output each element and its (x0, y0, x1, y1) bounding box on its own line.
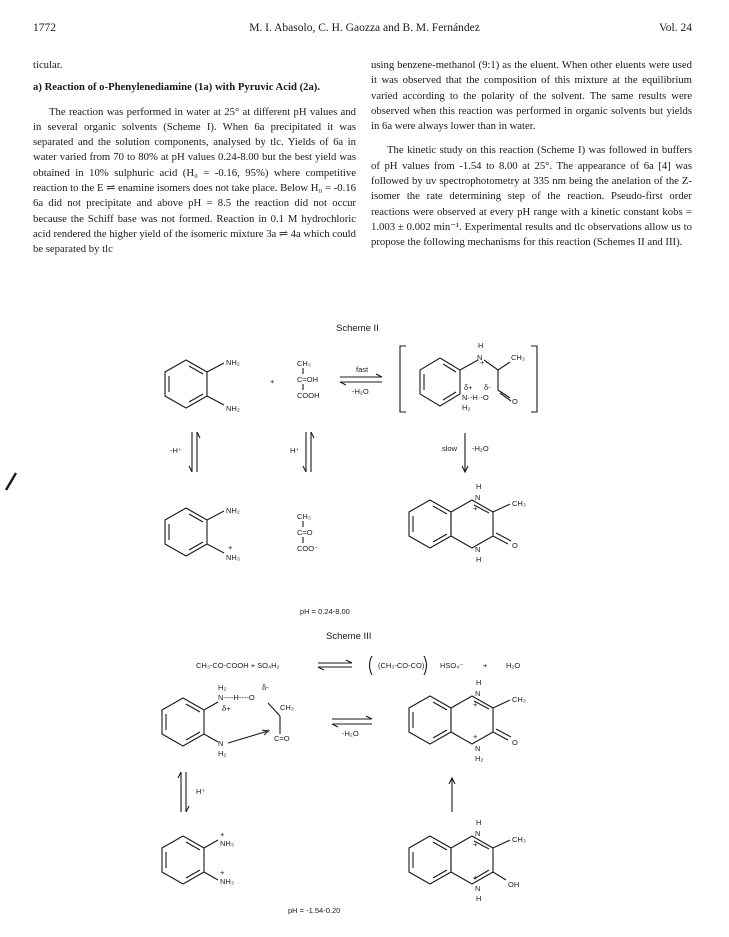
transition-intermediate (400, 341, 537, 412)
plus-charge: + (473, 840, 478, 849)
delta-plus: δ+ (222, 704, 231, 713)
methyl-label: CH₃ (511, 353, 525, 362)
page-number: 1772 (33, 22, 56, 34)
o-label: O (512, 397, 518, 406)
h2-label: H₂ (218, 749, 227, 758)
volume-label: Vol. 24 (658, 22, 692, 34)
scheme-2-title: Scheme II (336, 323, 379, 334)
plus-charge: + (473, 873, 478, 882)
minus-water-label: -H₂O (352, 387, 369, 396)
bisulfate-label: HSO₄⁻ (440, 661, 464, 670)
protonated-diamine-structure (165, 506, 240, 562)
n-label: N (475, 884, 481, 893)
plus-charge: + (480, 358, 485, 367)
diammonium-structure (162, 830, 234, 886)
plus-charge: + (473, 732, 478, 741)
fast-equilibrium-arrow (340, 365, 382, 396)
h-label: H (476, 894, 482, 903)
slow-step-arrow (442, 433, 489, 472)
methyl-label: CH₃ (280, 703, 294, 712)
delta-plus: δ+ (464, 383, 473, 392)
attack-intermediate (162, 683, 294, 758)
o-label: O (512, 738, 518, 747)
acylium-label: (CH₃-CO-CO) (378, 661, 425, 670)
amine-label: NH₂ (226, 358, 240, 367)
plus-charge: + (220, 830, 225, 839)
hydroxyquinoxalinium-structure (409, 818, 526, 903)
plus-charge: + (266, 726, 271, 735)
running-authors: M. I. Abasolo, C. H. Gaozza and B. M. Fernández (249, 22, 480, 34)
n-label: N (218, 739, 224, 748)
h-label: H (476, 482, 482, 491)
n-label: N (475, 829, 481, 838)
water-label: H₂O (506, 661, 521, 670)
ammonium-label: NH₃ (226, 553, 240, 562)
carboxylate-label: COO⁻ (297, 544, 319, 553)
right-paragraph-1: using benzene-methanol (9:1) as the eluent. When other eluents were used it was observed that the composition of this mixture at the equilibrium varied according to the polarity of the solvent. The same results were observed when this reaction was performed in organic solvents but yields in 6a were always lower than in water. (371, 59, 692, 133)
minus-water-label: -H₂O (472, 444, 489, 453)
methyl-label: CH₃ (512, 835, 526, 844)
continuation-text: ticular. (33, 59, 63, 71)
o-label: O (512, 541, 518, 550)
h-label: H (476, 555, 482, 564)
enol-label: C=OH (297, 375, 319, 384)
fast-label: fast (356, 365, 369, 374)
h-label: H (478, 341, 484, 350)
h-plus: H⁺ (290, 446, 300, 455)
h2-label: H₂ (475, 754, 484, 763)
n-label: N (475, 493, 481, 502)
methyl-label: CH₃ (512, 695, 526, 704)
slow-label: slow (442, 444, 458, 453)
left-paragraph: The reaction was performed in water at 25° at different pH values and in several organic solvents (Scheme I). When 6a precipitated it was separated and the solution components, analysed by tlc. Yields of 6a in water varied from 70 to 80% at pH values 0.24-8.00 but the best yield was obtained in 10% sulphuric acid (H₀ = -0.16, 95%) where competitive reaction to the E ⇌ enamine isomers does not take place. Below H₀ = -0.16 6a did not precipitate and above pH = 8.5 the reaction did not occur because the Schiff base was not formed. Reaction in 0.1 M hydrochloric acid rendered the higher yield of the isomeric mixture 3a ⇌ 4a which could be separated by tlc (33, 105, 356, 256)
hydroxyl-label: OH (508, 880, 520, 889)
plus-charge: + (473, 504, 478, 513)
h2-label: H₂ (462, 403, 471, 412)
reactants-label: CH₃-CO-COOH + SO₄H₂ (196, 661, 280, 670)
acid-equilibrium (196, 656, 520, 675)
h-label: H (476, 678, 482, 687)
pyruvic-acid-enol (297, 359, 320, 400)
section-subheading: a) Reaction of o-Phenylenediamine (1a) with Pyruvic Acid (2a). (33, 81, 321, 94)
plus-sign: + (483, 661, 488, 670)
protonated-quinoxalinone (409, 678, 526, 763)
hydrogen-bond-label: N·-H·-O (462, 393, 489, 402)
pyruvate-structure (297, 512, 318, 553)
h2-label: H₂ (218, 683, 227, 692)
h-plus: H⁺ (196, 787, 206, 796)
h-label: H (476, 818, 482, 827)
scheme-3-title: Scheme III (326, 631, 372, 642)
tautomer-arrow (449, 778, 455, 812)
scheme-2-ph-range: pH = 0.24-8.00 (300, 607, 350, 616)
hydrogen-bond-label: N----H----O (218, 693, 255, 702)
n-label: N (475, 744, 481, 753)
methyl-label: CH₃ (512, 499, 526, 508)
amine-label: NH₂ (226, 506, 240, 515)
right-paragraph-2: The kinetic study on this reaction (Scheme I) was followed in buffers of pH values from -1.54 to 8.00 at 25°. The appearance of 6a [4] was followed by uv spectrophotometry at 335 nm being the anelation of the Z-isomer the rate determining step of the reaction. Pseudo-first order reactions were observed at every pH range with a kinetic constant kobs = 1.003 ± 0.002 min⁻¹. Experimental results and tlc observations allow us to propose the following mechanisms for this reaction (Schemes II and III). (371, 144, 692, 249)
amine-label: NH₂ (226, 404, 240, 413)
ammonium-label: NH₃ (220, 877, 234, 886)
quinoxalinone-product (409, 482, 526, 564)
delta-minus: δ- (484, 383, 491, 392)
cyclization-arrow (332, 716, 372, 738)
carbonyl-label: C=O (297, 528, 313, 537)
n-label: N (475, 689, 481, 698)
deprotonation-arrow (170, 432, 200, 472)
plus-charge: + (473, 700, 478, 709)
phenylenediamine-structure (165, 358, 240, 413)
n-label: N (477, 353, 483, 362)
protonation-arrow (290, 432, 314, 472)
scheme-3-ph-range: pH = -1.54-0.20 (288, 906, 341, 915)
minus-water-label: -H₂O (342, 729, 359, 738)
carbonyl-label: C=O (274, 734, 290, 743)
delta-minus: δ- (262, 683, 269, 692)
protonation-arrow (178, 772, 205, 812)
methyl-label: CH₃ (297, 359, 311, 368)
plus-charge: + (228, 543, 233, 552)
n-label: N (475, 545, 481, 554)
plus-sign: + (270, 377, 275, 386)
minus-h-plus: -H⁺ (170, 446, 182, 455)
plus-charge: + (220, 868, 225, 877)
ammonium-label: NH₃ (220, 839, 234, 848)
carboxyl-label: COOH (297, 391, 320, 400)
methyl-label: CH₃ (297, 512, 311, 521)
